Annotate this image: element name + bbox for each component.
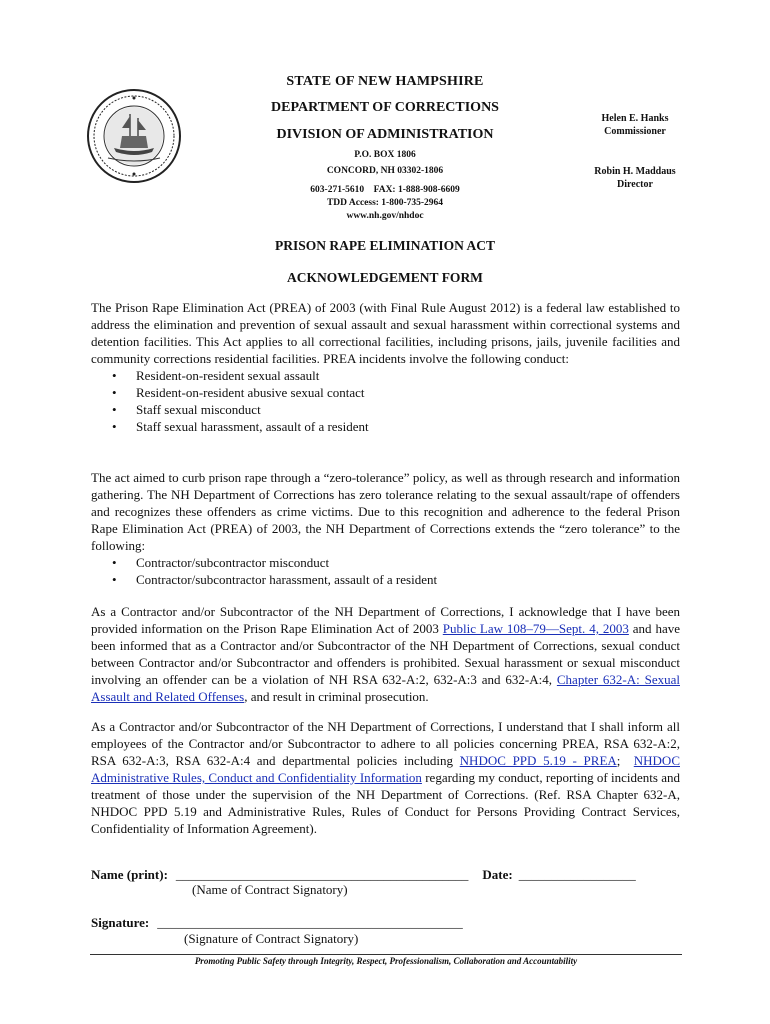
- name-label: Name (print):: [91, 867, 168, 882]
- date-input-line[interactable]: __________________: [518, 867, 636, 882]
- director-title: Director: [617, 179, 653, 190]
- header-website: www.nh.gov/nhdoc: [346, 211, 424, 221]
- date-label: Date:: [482, 867, 513, 882]
- header-department: DEPARTMENT OF CORRECTIONS: [271, 100, 499, 115]
- commissioner-name: Helen E. Hanks: [601, 113, 669, 124]
- director-name: Robin H. Maddaus: [594, 166, 676, 177]
- chapter-632a-link[interactable]: Chapter 632-A: Sexual Assault and Related Offenses: [91, 672, 680, 704]
- list-item: • Staff sexual harassment, assault of a resident: [136, 418, 680, 435]
- intro-section: [91, 299, 680, 435]
- name-caption: (Name of Contract Signatory): [192, 882, 348, 897]
- conduct-list: [91, 367, 680, 435]
- footer-motto: Promoting Public Safety through Integrity, Respect, Professionalism, Collaboration and Accountability: [194, 956, 578, 966]
- signature-input-line[interactable]: _______________________________________________: [157, 915, 463, 930]
- footer-divider: [90, 954, 682, 955]
- header-po-box: P.O. BOX 1806: [354, 150, 416, 160]
- form-title: PRISON RAPE ELIMINATION ACT: [275, 238, 495, 253]
- signature-caption: (Signature of Contract Signatory): [184, 931, 359, 946]
- header-phone-fax: 603-271-5610 FAX: 1-888-908-6609: [310, 185, 460, 195]
- signature-row: [91, 914, 463, 932]
- contractor-list: [91, 554, 680, 588]
- list-item: • Contractor/subcontractor misconduct: [136, 554, 680, 571]
- commissioner-block: [560, 112, 710, 138]
- form-subtitle: ACKNOWLEDGEMENT FORM: [287, 270, 483, 285]
- signature-label: Signature:: [91, 915, 150, 930]
- header-division: DIVISION OF ADMINISTRATION: [276, 127, 494, 142]
- list-item: • Resident-on-resident sexual assault: [136, 367, 680, 384]
- header-city: CONCORD, NH 03302-1806: [326, 166, 444, 176]
- understand-paragraph: As a Contractor and/or Subcontractor of the NH Department of Corrections, I understand that I shall inform all employees of the Contractor and/or Subcontractor to adhere to all policies concerning PREA, RSA 632-A:2, RSA 632-A:3, RSA 632-A:4 and departmental policies including NHDOC PPD 5.19 - PREA; NHDOC Administrative Rules, Conduct and Confidentiality Information regarding my conduct, reporting of incidents and treatment of those under the supervision of the NH Department of Corrections. (Ref. RSA Chapter 632-A, NHDOC PPD 5.19 and Administrative Rules, Rules of Conduct for Persons Providing Contract Services, Confidentiality of Information Agreement).: [91, 719, 680, 836]
- list-item: • Staff sexual misconduct: [136, 401, 680, 418]
- intro-paragraph: The Prison Rape Elimination Act (PREA) of 2003 (with Final Rule August 2012) is a federal law established to address the elimination and prevention of sexual assault and sexual harassment within correctional systems and detention facilities. This Act applies to all correctional facilities, including prisons, jails, juvenile facilities and community corrections residential facilities. PREA incidents involve the following conduct:: [91, 300, 680, 366]
- list-item: • Resident-on-resident abusive sexual contact: [136, 384, 680, 401]
- header-tdd: TDD Access: 1-800-735-2964: [326, 198, 444, 208]
- commissioner-title: Commissioner: [604, 126, 666, 137]
- zero-tolerance-section: [91, 469, 680, 588]
- list-item: • Contractor/subcontractor harassment, assault of a resident: [136, 571, 680, 588]
- state-seal-logo: [86, 88, 182, 184]
- header-state: STATE OF NEW HAMPSHIRE: [286, 74, 484, 89]
- name-row: [91, 866, 636, 884]
- public-law-link[interactable]: Public Law 108–79—Sept. 4, 2003: [442, 621, 629, 636]
- director-block: [560, 165, 710, 191]
- name-input-line[interactable]: _____________________________________________: [175, 867, 469, 882]
- ppd-519-link[interactable]: NHDOC PPD 5.19 - PREA: [459, 753, 617, 768]
- acknowledge-paragraph: As a Contractor and/or Subcontractor of the NH Department of Corrections, I acknowledge that I have been provided information on the Prison Rape Elimination Act of 2003 Public Law 108–79—Sept. 4, 2003 and have been informed that as a Contractor and/or Subcontractor of the NH Department of Corrections, sexual conduct between Contractor and/or Subcontractor and offenders is prohibited. Sexual harassment or sexual misconduct involving an offender can be a violation of NH RSA 632-A:2, 632-A:3 and 632-A:4, Chapter 632-A: Sexual Assault and Related Offenses, and result in criminal prosecution.: [91, 604, 680, 704]
- zero-tolerance-paragraph: The act aimed to curb prison rape through a “zero-tolerance” policy, as well as through research and information gathering. The NH Department of Corrections has zero tolerance relating to the sexual assault/rape of offenders and recognizes these offenders as crime victims. Due to this recognition and adherence to the federal Prison Rape Elimination Act (PREA) of 2003, the NH Department of Corrections extends the “zero tolerance” to the following:: [91, 470, 680, 553]
- admin-rules-link[interactable]: NHDOC Administrative Rules, Conduct and Confidentiality Information: [91, 753, 680, 785]
